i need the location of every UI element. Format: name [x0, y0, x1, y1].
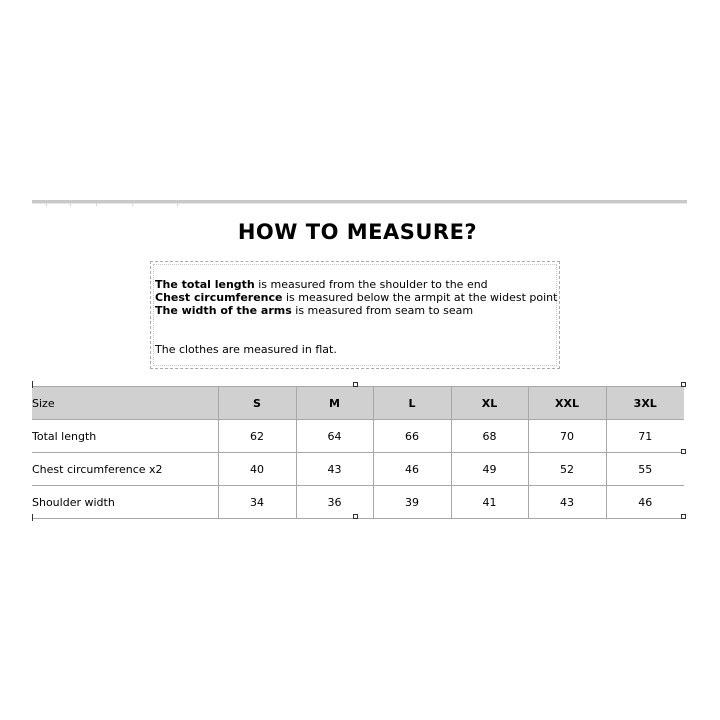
resize-handle[interactable]: [353, 514, 358, 519]
table-row: [32, 486, 684, 519]
size-chart-table: [32, 386, 684, 519]
table-row: [32, 420, 684, 453]
measurement-value-cell: 43: [528, 486, 606, 519]
size-column-header: L: [373, 387, 451, 420]
measurement-label-cell: Shoulder width: [32, 486, 218, 519]
measurement-value-cell: 34: [218, 486, 296, 519]
rule-tick: [177, 203, 178, 206]
size-column-header: M: [296, 387, 373, 420]
selection-corner-mark: [32, 514, 33, 521]
measurement-value-cell: 62: [218, 420, 296, 453]
rule-tick: [46, 203, 47, 206]
instructions-box: [150, 261, 560, 369]
size-column-header: S: [218, 387, 296, 420]
table-row: [32, 453, 684, 486]
page-title: HOW TO MEASURE?: [237, 220, 478, 244]
measurement-value-cell: 49: [451, 453, 528, 486]
measurement-value-cell: 68: [451, 420, 528, 453]
rule-tick: [96, 203, 97, 206]
size-header-cell: Size: [32, 387, 218, 420]
resize-handle[interactable]: [681, 514, 686, 519]
measurement-value-cell: 41: [451, 486, 528, 519]
measurement-value-cell: 64: [296, 420, 373, 453]
size-chart-body: [32, 387, 684, 519]
instruction-line-chest: [155, 291, 557, 304]
instruction-term: The width of the arms: [155, 304, 292, 317]
page-top-rule: [32, 200, 687, 204]
measurement-value-cell: 52: [528, 453, 606, 486]
rule-tick: [132, 203, 133, 206]
instruction-term: Chest circumference: [155, 291, 283, 304]
measurement-value-cell: 40: [218, 453, 296, 486]
measurement-value-cell: 70: [528, 420, 606, 453]
resize-handle[interactable]: [353, 382, 358, 387]
measurement-value-cell: 39: [373, 486, 451, 519]
rule-tick: [70, 203, 71, 206]
measurement-value-cell: 43: [296, 453, 373, 486]
measurement-value-cell: 36: [296, 486, 373, 519]
selection-corner-mark: [32, 381, 33, 388]
instruction-line-arms: [155, 304, 473, 317]
measurement-label-cell: Chest circumference x2: [32, 453, 218, 486]
measurement-value-cell: 55: [606, 453, 684, 486]
resize-handle[interactable]: [681, 382, 686, 387]
instruction-text: is measured from the shoulder to the end: [254, 278, 488, 291]
instruction-note: The clothes are measured in flat.: [155, 343, 337, 356]
measurement-value-cell: 66: [373, 420, 451, 453]
size-column-header: 3XL: [606, 387, 684, 420]
instruction-text: is measured from seam to seam: [291, 304, 474, 317]
measurement-label-cell: Total length: [32, 420, 218, 453]
size-column-header: XXL: [528, 387, 606, 420]
measurement-value-cell: 46: [606, 486, 684, 519]
measurement-value-cell: 71: [606, 420, 684, 453]
instruction-term: The total length: [155, 278, 255, 291]
size-column-header: XL: [451, 387, 528, 420]
instruction-text: is measured below the armpit at the widest point: [282, 291, 558, 304]
resize-handle[interactable]: [681, 449, 686, 454]
instruction-line-total-length: [155, 278, 488, 291]
table-header-row: [32, 387, 684, 420]
measurement-value-cell: 46: [373, 453, 451, 486]
